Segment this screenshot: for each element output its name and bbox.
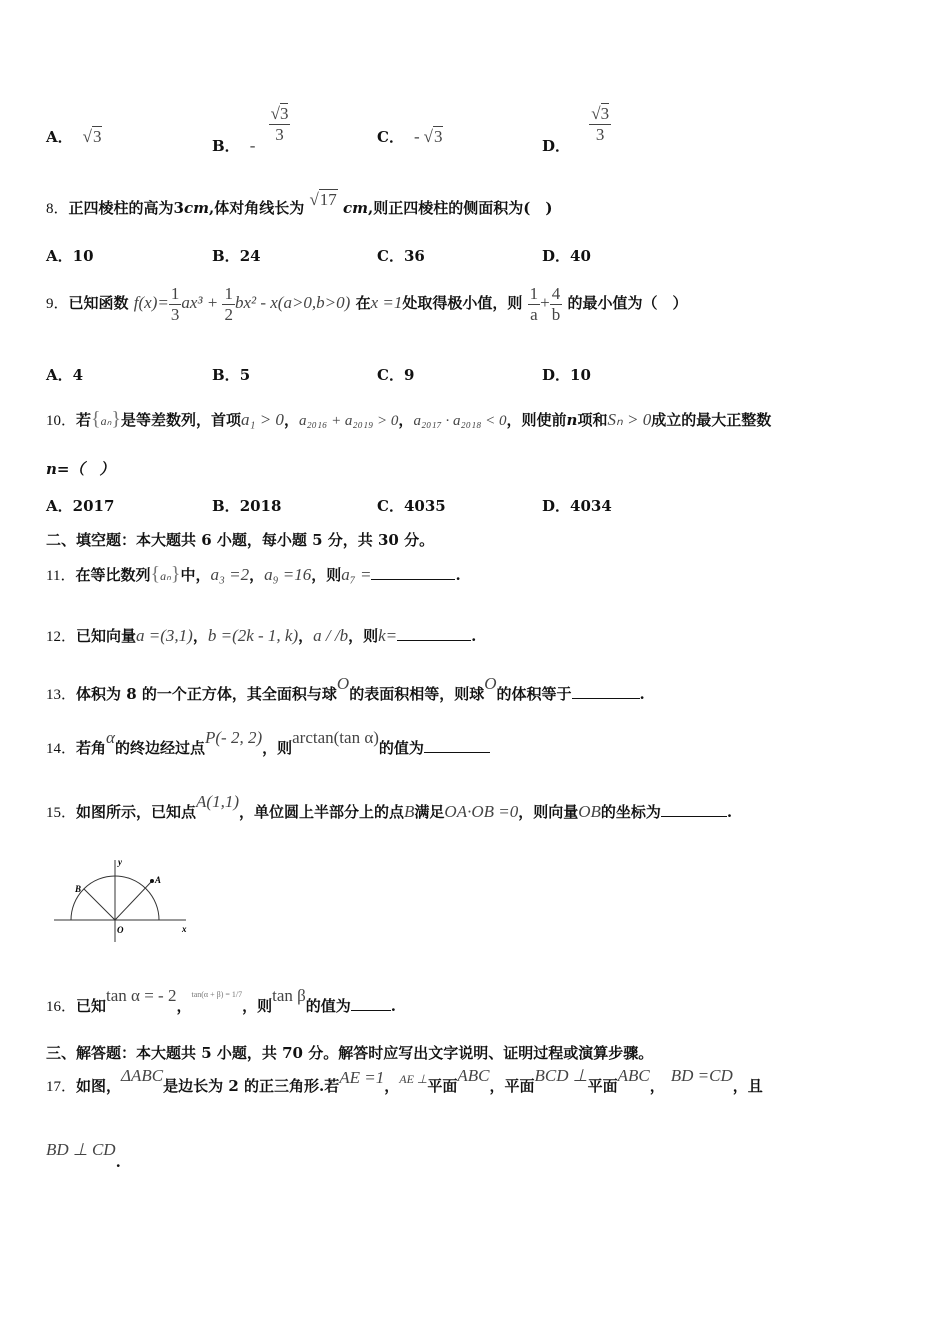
q8-option-c: C．36 <box>377 247 425 265</box>
segment-ob <box>84 889 115 920</box>
q7-option-c: C． - √3 <box>377 127 443 146</box>
x-label: x <box>182 924 187 934</box>
q15-answer-blank[interactable] <box>661 802 727 817</box>
o-label: O <box>117 925 124 935</box>
q13-answer-blank[interactable] <box>572 684 640 699</box>
q10-option-c: C．4035 <box>377 497 446 515</box>
question-9: 9．已知函数 f(x)= $\frac{1}{3}$ ax³ + $\frac{1}{2}$ bx² - x(a>0,b>0) 在x =1处取得极小值，则 $\frac{1}{a}$ + $\frac{4}{b}$ 的最小值为（ ） <box>46 283 688 324</box>
section-3-heading: 三、解答题：本大题共 5 小题，共 70 分。解答时应写出文字说明、证明过程或演算步骤。 <box>46 1044 654 1062</box>
q16-answer-blank[interactable] <box>351 996 391 1011</box>
question-8: 8．正四棱柱的高为3cm,体对角线长为 √17 cm,则正四棱柱的侧面积为( ) <box>46 190 553 217</box>
q8-option-b: B．24 <box>212 247 261 265</box>
unit-circle-figure <box>54 854 194 946</box>
question-13: 13．体积为 8 的一个正方体，其全面积与球O的表面积相等，则球O的体积等于 . <box>46 674 645 703</box>
segment-oa <box>115 881 152 920</box>
a-label: A <box>155 875 162 885</box>
question-16: 16．已知tan α = - 2，$^{tan(\alpha + \beta) = 1/7}$，则tan β的值为 . <box>46 986 397 1015</box>
question-17: 17．如图，ΔABC是边长为 2 的正三角形.若AE =1，$^{AE \perp}$平面ABC，平面BCD ⊥平面ABC，BD =CD，且 <box>46 1066 763 1095</box>
q11-answer-blank[interactable] <box>371 565 455 580</box>
q8-option-a: A．10 <box>46 247 94 265</box>
q14-answer-blank[interactable] <box>424 738 490 753</box>
q10-option-d: D．4034 <box>542 497 612 515</box>
q9-option-b: B．5 <box>212 366 251 384</box>
q8-option-d: D．40 <box>542 247 591 265</box>
question-14: 14．若角α的终边经过点P(- 2, 2)，则arctan(tan α)的值为 <box>46 734 490 763</box>
q7-option-d: D． $\frac{√3}{3}$ <box>542 104 610 155</box>
q10-option-a: A．2017 <box>46 497 115 515</box>
y-label: y <box>118 857 122 867</box>
b-label: B <box>75 884 82 894</box>
q7-option-a: A． √3 <box>46 127 102 146</box>
q12-answer-blank[interactable] <box>397 626 471 641</box>
q9-option-c: C．9 <box>377 366 415 384</box>
q9-option-a: A．4 <box>46 366 84 384</box>
question-15: 15．如图所示，已知点A(1,1)，单位圆上半部分上的点B满足OA·OB =0，则向量OB的坐标为 . <box>46 792 733 821</box>
q9-option-d: D．10 <box>542 366 591 384</box>
q10-option-b: B．2018 <box>212 497 282 515</box>
point-a <box>150 879 154 883</box>
section-2-heading: 二、填空题：本大题共 6 小题，每小题 5 分，共 30 分。 <box>46 531 435 549</box>
question-11: 11．在等比数列{aₙ}中，a₃ =2，a₉ =16，则a₇ = . <box>46 563 461 585</box>
q7-option-b: B． - $\frac{√3}{3}$ <box>212 104 289 155</box>
question-10: 10．若{aₙ}是等差数列，首项a₁ > 0，a₂₀₁₆ + a₂₀₁₉ > 0，a₂₀₁₇ · a₂₀₁₈ < 0，则使前n项和Sₙ > 0成立的最大正整数 <box>46 408 772 430</box>
question-12: 12．已知向量a =(3,1)，b =(2k - 1, k)，a / /b，则k= . <box>46 626 477 645</box>
question-10-line2: n=（ ） <box>46 460 115 478</box>
question-17-line2: BD ⊥ CD. <box>46 1140 121 1171</box>
